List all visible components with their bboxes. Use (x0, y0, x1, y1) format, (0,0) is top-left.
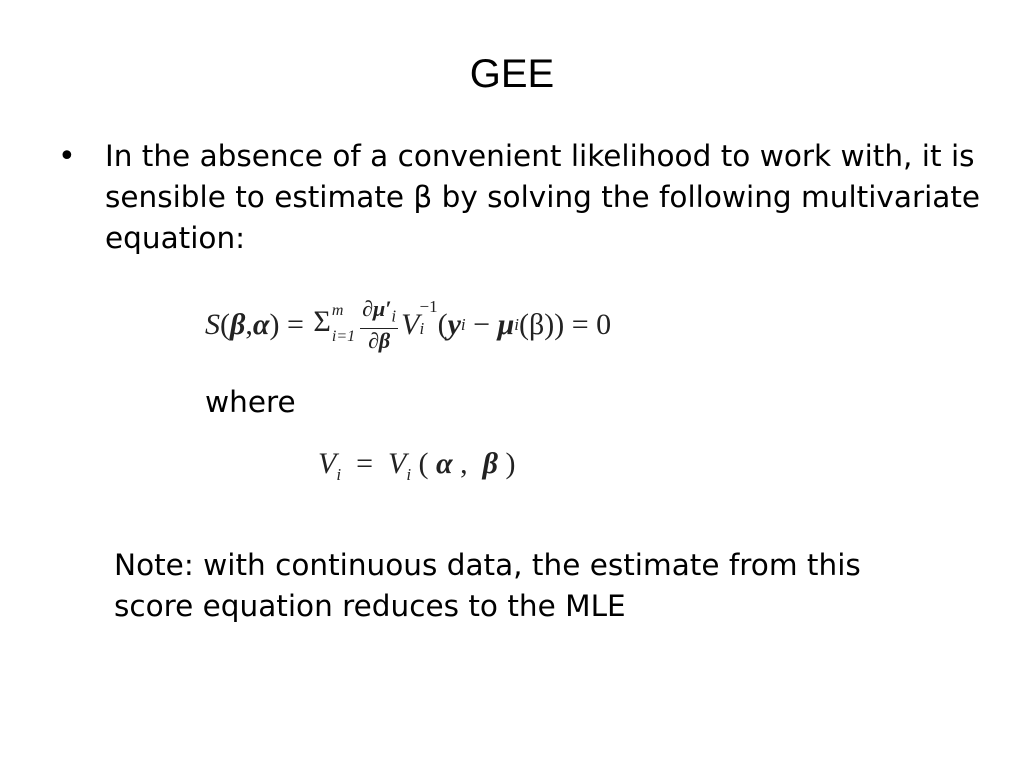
eq-comma: , (245, 308, 253, 341)
eq-v-scripts (419, 297, 438, 338)
frac-num-sub: i (391, 306, 397, 326)
bullet-item (58, 136, 988, 259)
eq-alpha: α (252, 308, 270, 341)
eq-y: y (447, 308, 461, 341)
bullet-marker: • (58, 139, 76, 174)
eq-mu: μ (497, 308, 515, 341)
eq2-comma: , (460, 447, 476, 480)
frac-numerator (360, 297, 398, 328)
eq-mu-sub: i (514, 315, 519, 334)
eq2-rhs-v: V (387, 447, 407, 480)
frac-den-text: ∂β (368, 328, 391, 354)
eq-mu-arg: (β) (518, 308, 555, 341)
frac-denominator (366, 329, 392, 353)
eq-v-sub: i (419, 319, 425, 338)
eq-lparen-2: ( (437, 308, 448, 341)
where-label: where (205, 385, 296, 419)
sum-limits (331, 302, 356, 345)
eq-s: S (205, 308, 220, 341)
note-text: Note: with continuous data, the estimate from this score equation reduces to the MLE (114, 548, 861, 623)
bullet-text: In the absence of a convenient likelihood to work with, it is sensible to estimate β by solving the following multivariate equation: (105, 139, 981, 255)
eq-sum (313, 302, 356, 345)
eq2-open: ( (418, 447, 429, 480)
covariance-equation (318, 447, 516, 485)
eq2-beta: β (482, 447, 499, 480)
eq-beta: β (230, 308, 246, 341)
sum-lower: i=1 (331, 328, 356, 345)
eq-tail: ) = 0 (554, 308, 612, 341)
eq2-equals: = (348, 447, 381, 480)
eq-minus: − (465, 308, 498, 341)
eq2-rhs-sub: i (406, 465, 412, 484)
eq2-alpha: α (436, 447, 453, 480)
eq-derivative-fraction (360, 297, 398, 353)
eq2-close: ) (505, 447, 516, 480)
eq-y-sub: i (460, 315, 466, 334)
eq2-lhs-v: V (318, 447, 337, 480)
score-equation (205, 285, 611, 365)
frac-num-text: ∂μ′ (362, 295, 392, 321)
eq-v-sup: −1 (419, 297, 438, 316)
sum-sigma: Σ (313, 305, 331, 338)
sum-upper: m (331, 302, 344, 319)
eq2-lhs-sub: i (336, 465, 342, 484)
eq-rparen-equals: ) = (269, 308, 312, 341)
eq-v: V (401, 308, 420, 341)
slide-title: GEE (469, 52, 555, 96)
eq-lparen: ( (220, 308, 230, 341)
